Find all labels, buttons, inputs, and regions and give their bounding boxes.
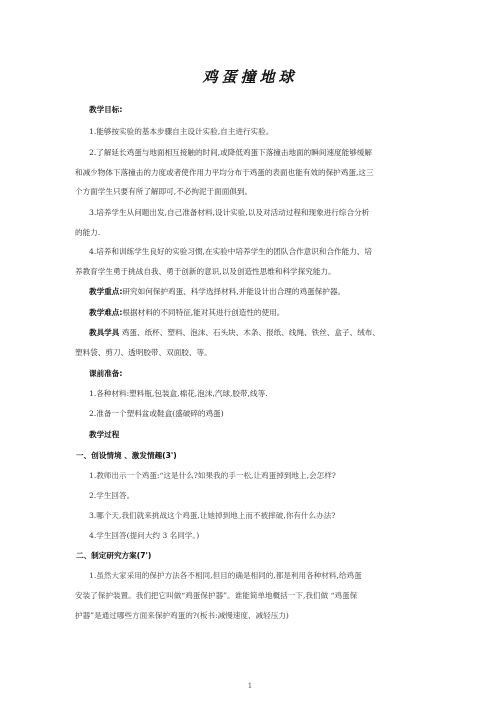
objective-3-line1: 3.培养学生从问题出发,自己准备材料,设计实验,以及对活动过程和现象进行综合分析 <box>89 208 370 217</box>
key-point <box>89 286 415 297</box>
prep-item-1: 1.各种材料:塑料瓶,包装盒,棉花,泡沫,汽球,胶带,线等. <box>89 389 268 398</box>
prep-item-2: 2.准备一个塑料盆或鞋盒(盛破碎的鸡蛋) <box>89 409 224 418</box>
prep-heading: 课前准备: <box>89 369 123 378</box>
process-heading: 教学过程 <box>89 430 120 439</box>
section-2-item-1-line3: 护器”是通过哪些方面来保护鸡蛋的?(板书:减慢速度、减轻压力) <box>75 611 289 620</box>
document-title: 鸡蛋撞地球 <box>202 68 298 86</box>
section-1-heading: 一、创设情境 、激发情趣(3') <box>76 451 177 460</box>
section-1-item-2: 2.学生回答。 <box>89 491 135 500</box>
aids-line2: 塑料袋、剪刀、透明胶带、双面胶、等。 <box>75 348 212 357</box>
section-2-item-1-line2: 安装了保护装置。我们把它叫做“鸡蛋保护器”。谁能简单地概括一下,我们做 “鸡蛋保 <box>75 591 358 600</box>
objectives-heading: 教学目标: <box>89 105 123 114</box>
objective-1: 1.能够按实验的基本步骤自主设计实验,自主进行实验。 <box>89 127 274 136</box>
section-1-item-4: 4.学生回答(提问大约 3 名同学。) <box>89 531 200 540</box>
aids-text-1: 鸡蛋、纸杯、塑料、泡沫、石头块、木条、报纸、线绳、铁丝、盒子、绒布、 <box>119 328 380 337</box>
objective-3-line2: 的能力. <box>75 228 101 237</box>
section-1-item-3: 3.哪个天,我们就来挑战这个鸡蛋,让她掉到地上而不被摔破,你有什么办法? <box>89 511 336 520</box>
difficulty-label: 教学难点: <box>89 308 123 317</box>
page-number: 1 <box>247 682 253 690</box>
section-2-item-1-line1: 1.虽然大家采用的保护方法各不相同,但目的确是相同的,都是利用各种材料,给鸡蛋 <box>89 571 362 580</box>
objective-2-line3: 个方面学生只要有所了解即可,不必拘泥于面面俱到。 <box>75 187 253 196</box>
objective-4-line2: 养教育学生勇于挑战自我、勇于创新的意识,以及创造性思维和科学探究能力。 <box>75 267 336 276</box>
aids-line1 <box>89 327 415 338</box>
objective-2-line1: 2.了解延长鸡蛋与地面相互接触的时间,或降低鸡蛋下落撞击地面的瞬间速度能够缓解 <box>89 148 373 157</box>
key-point-text: 研究如何保护鸡蛋、科学选择材料,并能设计出合理的鸡蛋保护器。 <box>122 287 346 296</box>
difficulty <box>89 307 415 318</box>
key-point-label: 教学重点: <box>89 287 123 296</box>
objective-2-line2: 和减少物体下落撞击的力度或者使作用力平均分布于鸡蛋的表面也能有效的保护鸡蛋,这三 <box>75 168 374 177</box>
difficulty-text: 根据材料的不同特征,能对其进行创造性的使用。 <box>122 308 285 317</box>
section-2-heading: 二、制定研究方案(7') <box>76 551 152 560</box>
aids-label: 教具学具 <box>89 328 120 337</box>
objective-4-line1: 4.培养和训练学生良好的实验习惯,在实验中培养学生的团队合作意识和合作能力、培 <box>89 247 373 256</box>
section-1-item-1: 1.教师出示一个鸡蛋:“这是什么?如果我的手一松,让鸡蛋掉到地上,会怎样? <box>89 471 336 480</box>
